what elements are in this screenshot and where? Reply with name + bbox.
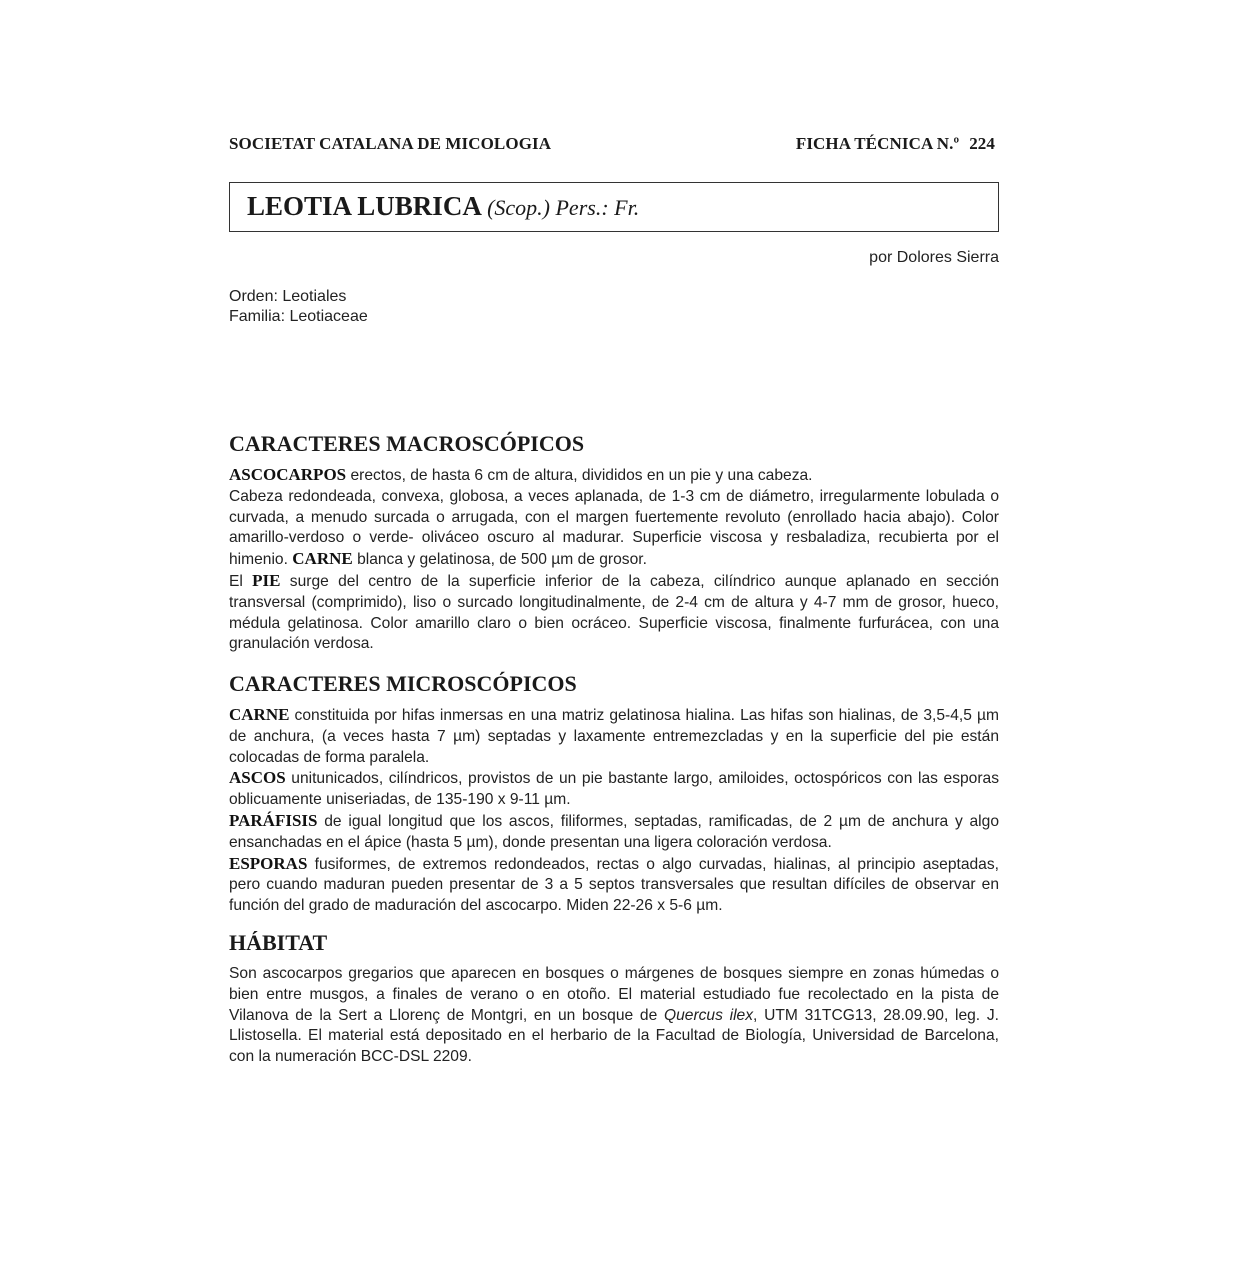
species-authority: (Scop.) Pers.: Fr. — [487, 195, 640, 220]
term-carne-micro: CARNE — [229, 705, 290, 724]
ficha-label — [796, 134, 995, 154]
habitat-section — [229, 930, 999, 1068]
macroscopic-section — [229, 431, 999, 655]
author-byline: por Dolores Sierra — [869, 249, 999, 266]
habitat-species-italic: Quercus ilex — [663, 1006, 754, 1024]
macro-paragraph-pie — [229, 571, 999, 655]
habitat-heading: HÁBITAT — [229, 930, 328, 955]
macro-paragraph-ascocarpos — [229, 465, 999, 487]
habitat-paragraph — [229, 964, 999, 1068]
term-ascos: ASCOS — [229, 768, 286, 788]
micro-paragraph-carne — [229, 705, 999, 768]
term-esporas: ESPORAS — [229, 853, 308, 873]
term-carne: CARNE — [292, 549, 353, 569]
term-ascocarpos: ASCOCARPOS — [229, 465, 347, 484]
macro-p2-text: Cabeza redondeada, convexa, globosa, a veces aplanada, de 1-3 cm de diámetro, irregularmente lobulada o curvada, a menudo surcada o arrugada, con el margen fuertemente revoluto (enrollado hacia abajo). Color amarillo-verdoso o verde- oliváceo oscuro al madurar. Superficie viscosa y resbaladiza, recubierta por el himenio. — [229, 487, 999, 569]
ficha-number: 224 — [969, 134, 995, 153]
micro-paragraph-parafisis — [229, 811, 999, 854]
macro-p3-text: surge del centro de la superficie inferior de la cabeza, cilíndrico aunque aplanado en sección transversal (comprimido), liso o surcado longitudinalmente, de 2-4 cm de altura y 4-7 mm de grosor, hueco, médula gelatinosa. Color amarillo claro o bien ocráceo. Superficie viscosa, finalmente furfurácea, con una granulación verdosa. — [229, 572, 999, 653]
micro-paragraph-esporas — [229, 854, 999, 917]
macro-p2-tail: blanca y gelatinosa, de 500 µm de grosor. — [352, 551, 647, 569]
macroscopic-heading: CARACTERES MACROSCÓPICOS — [229, 431, 585, 456]
microscopic-section — [229, 671, 999, 917]
micro-paragraph-ascos — [229, 768, 999, 811]
organization-name: SOCIETAT CATALANA DE MICOLOGIA — [229, 134, 552, 153]
term-pie: PIE — [252, 570, 281, 590]
microscopic-heading: CARACTERES MICROSCÓPICOS — [229, 671, 577, 696]
macro-paragraph-cabeza — [229, 487, 999, 571]
title-box — [229, 182, 999, 232]
term-parafisis: PARÁFISIS — [229, 810, 318, 830]
page-header — [229, 134, 999, 158]
ficha-label-text: FICHA TÉCNICA N.º — [795, 134, 960, 153]
species-name: LEOTIA LUBRICA — [247, 191, 481, 221]
macro-p1-text: erectos, de hasta 6 cm de altura, divididos en un pie y una cabeza. — [346, 467, 813, 484]
familia-line: Familia: Leotiaceae — [229, 308, 368, 325]
micro-p1-text: constituida por hifas inmersas en una matriz gelatinosa hialina. Las hifas son hialinas, de 3,5-4,5 µm de anchura, (a veces hasta 7 µm) septadas y laxamente entremezcladas y en la superficie del pie están colocadas de forma paralela. — [229, 707, 999, 766]
habitat-text-before: Son ascocarpos gregarios que aparecen en bosques o márgenes de bosques siempre en zonas húmedas o bien entre musgos, a finales de verano o en otoño. El material estudiado fue recolectado en la pista de Vilanova de la Sert a Llorenç de Montgri, en un bosque de — [229, 965, 999, 1024]
habitat-text-after: , UTM 31TCG13, 28.09.90, leg. J. Llistosella. El material está depositado en el herbario de la Facultad de Biología, Universidad de Barcelona, con la numeración BCC-DSL 2209. — [229, 1006, 999, 1066]
micro-p4-text: fusiformes, de extremos redondeados, rectas o algo curvadas, hialinas, al principio aseptadas, pero cuando maduran pueden presentar de 3 a 5 septos transversales que resultan difíciles de observar en función del grado de maduración del ascocarpo. Miden 22-26 x 5-6 µm. — [229, 855, 999, 915]
taxonomy-block — [229, 287, 368, 327]
macro-p3-lead: El — [229, 572, 253, 590]
orden-line: Orden: Leotiales — [229, 288, 347, 305]
micro-p3-text: de igual longitud que los ascos, filiformes, septadas, ramificadas, de 2 µm de anchura y algo ensanchadas en el ápice (hasta 5 µm), donde presentan una ligera coloración verdosa. — [229, 812, 999, 851]
species-title — [247, 191, 639, 222]
micro-p2-text: unitunicados, cilíndricos, provistos de un pie bastante largo, amiloides, octospóricos con las esporas oblicuamente uniseriadas, de 135-190 x 9-11 µm. — [229, 770, 999, 809]
